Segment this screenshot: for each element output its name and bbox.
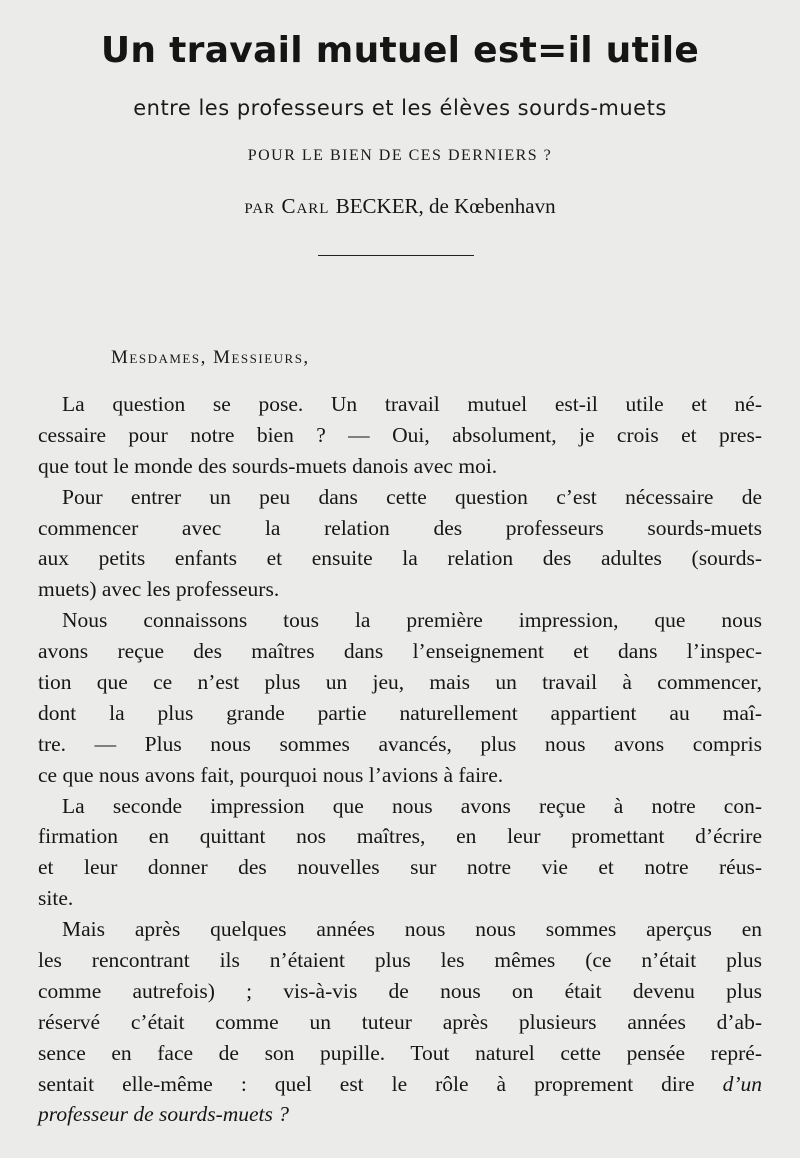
text-line: Pour entrer un peu dans cette question c’est nécessaire de (62, 484, 762, 509)
text-line: avons reçue des maîtres dans l’enseignement et dans l’inspec- (38, 639, 762, 664)
text-line: que tout le monde des sourds-muets danois avec moi. (38, 453, 498, 478)
italic-text: d’un (722, 1071, 762, 1096)
text-line: muets) avec les professeurs. (38, 577, 280, 602)
byline-prefix: par Carl (244, 194, 336, 218)
title-divider (318, 255, 474, 256)
paragraph (38, 482, 762, 606)
author-byline (0, 194, 800, 219)
body-text (38, 389, 762, 1130)
text-line (38, 1069, 762, 1100)
text-line: La seconde impression que nous avons reçue à notre con- (62, 793, 762, 818)
text-line: tion que ce n’est plus un jeu, mais un travail à commencer, (38, 670, 762, 695)
text-line: aux petits enfants et ensuite la relation des adultes (sourds- (38, 546, 762, 571)
text-line (38, 1099, 762, 1130)
text-fragment: sentait elle-même : quel est le rôle à proprement dire (38, 1071, 723, 1096)
text-line: commencer avec la relation des professeurs sourds-muets (38, 515, 762, 540)
italic-text: professeur de sourds-muets (38, 1102, 273, 1127)
text-line: site. (38, 886, 74, 911)
question-mark: ? (272, 1102, 290, 1127)
text-line: réservé c’était comme un tuteur après plusieurs années d’ab- (38, 1009, 762, 1034)
salutation: Mesdames, Messieurs, (111, 347, 310, 368)
text-line: La question se pose. Un travail mutuel est-il utile et né- (62, 392, 762, 416)
text-line: cessaire pour notre bien ? — Oui, absolument, je crois et pres- (38, 422, 762, 447)
paragraph (38, 914, 762, 1130)
text-line: Mais après quelques années nous nous sommes aperçus en (62, 917, 762, 942)
byline-place: de Kœbenhavn (423, 194, 556, 218)
text-line: comme autrefois) ; vis-à-vis de nous on était devenu plus (38, 978, 762, 1003)
text-line: firmation en quittant nos maîtres, en leur promettant d’écrire (38, 824, 762, 849)
paragraph (38, 389, 762, 482)
text-line: ce que nous avons fait, pourquoi nous l’avions à faire. (38, 762, 504, 787)
author-name: BECKER, (335, 194, 424, 218)
article-title: Un travail mutuel est=il utile (100, 30, 700, 71)
text-line: tre. — Plus nous sommes avancés, plus nous avons compris (38, 731, 762, 756)
text-line: les rencontrant ils n’étaient plus les mêmes (ce n’était plus (38, 948, 762, 973)
article-subtitle-question: POUR LE BIEN DE CES DERNIERS ? (247, 147, 553, 164)
text-line: sence en face de son pupille. Tout naturel cette pensée repré- (38, 1040, 762, 1065)
text-line: et leur donner des nouvelles sur notre vie et notre réus- (38, 855, 762, 880)
paragraph (38, 605, 762, 790)
paragraph (38, 791, 762, 915)
text-line: dont la plus grande partie naturellement appartient au maî- (38, 700, 762, 725)
article-subtitle: entre les professeurs et les élèves sourds-muets (133, 96, 667, 120)
text-line: Nous connaissons tous la première impression, que nous (62, 608, 762, 633)
